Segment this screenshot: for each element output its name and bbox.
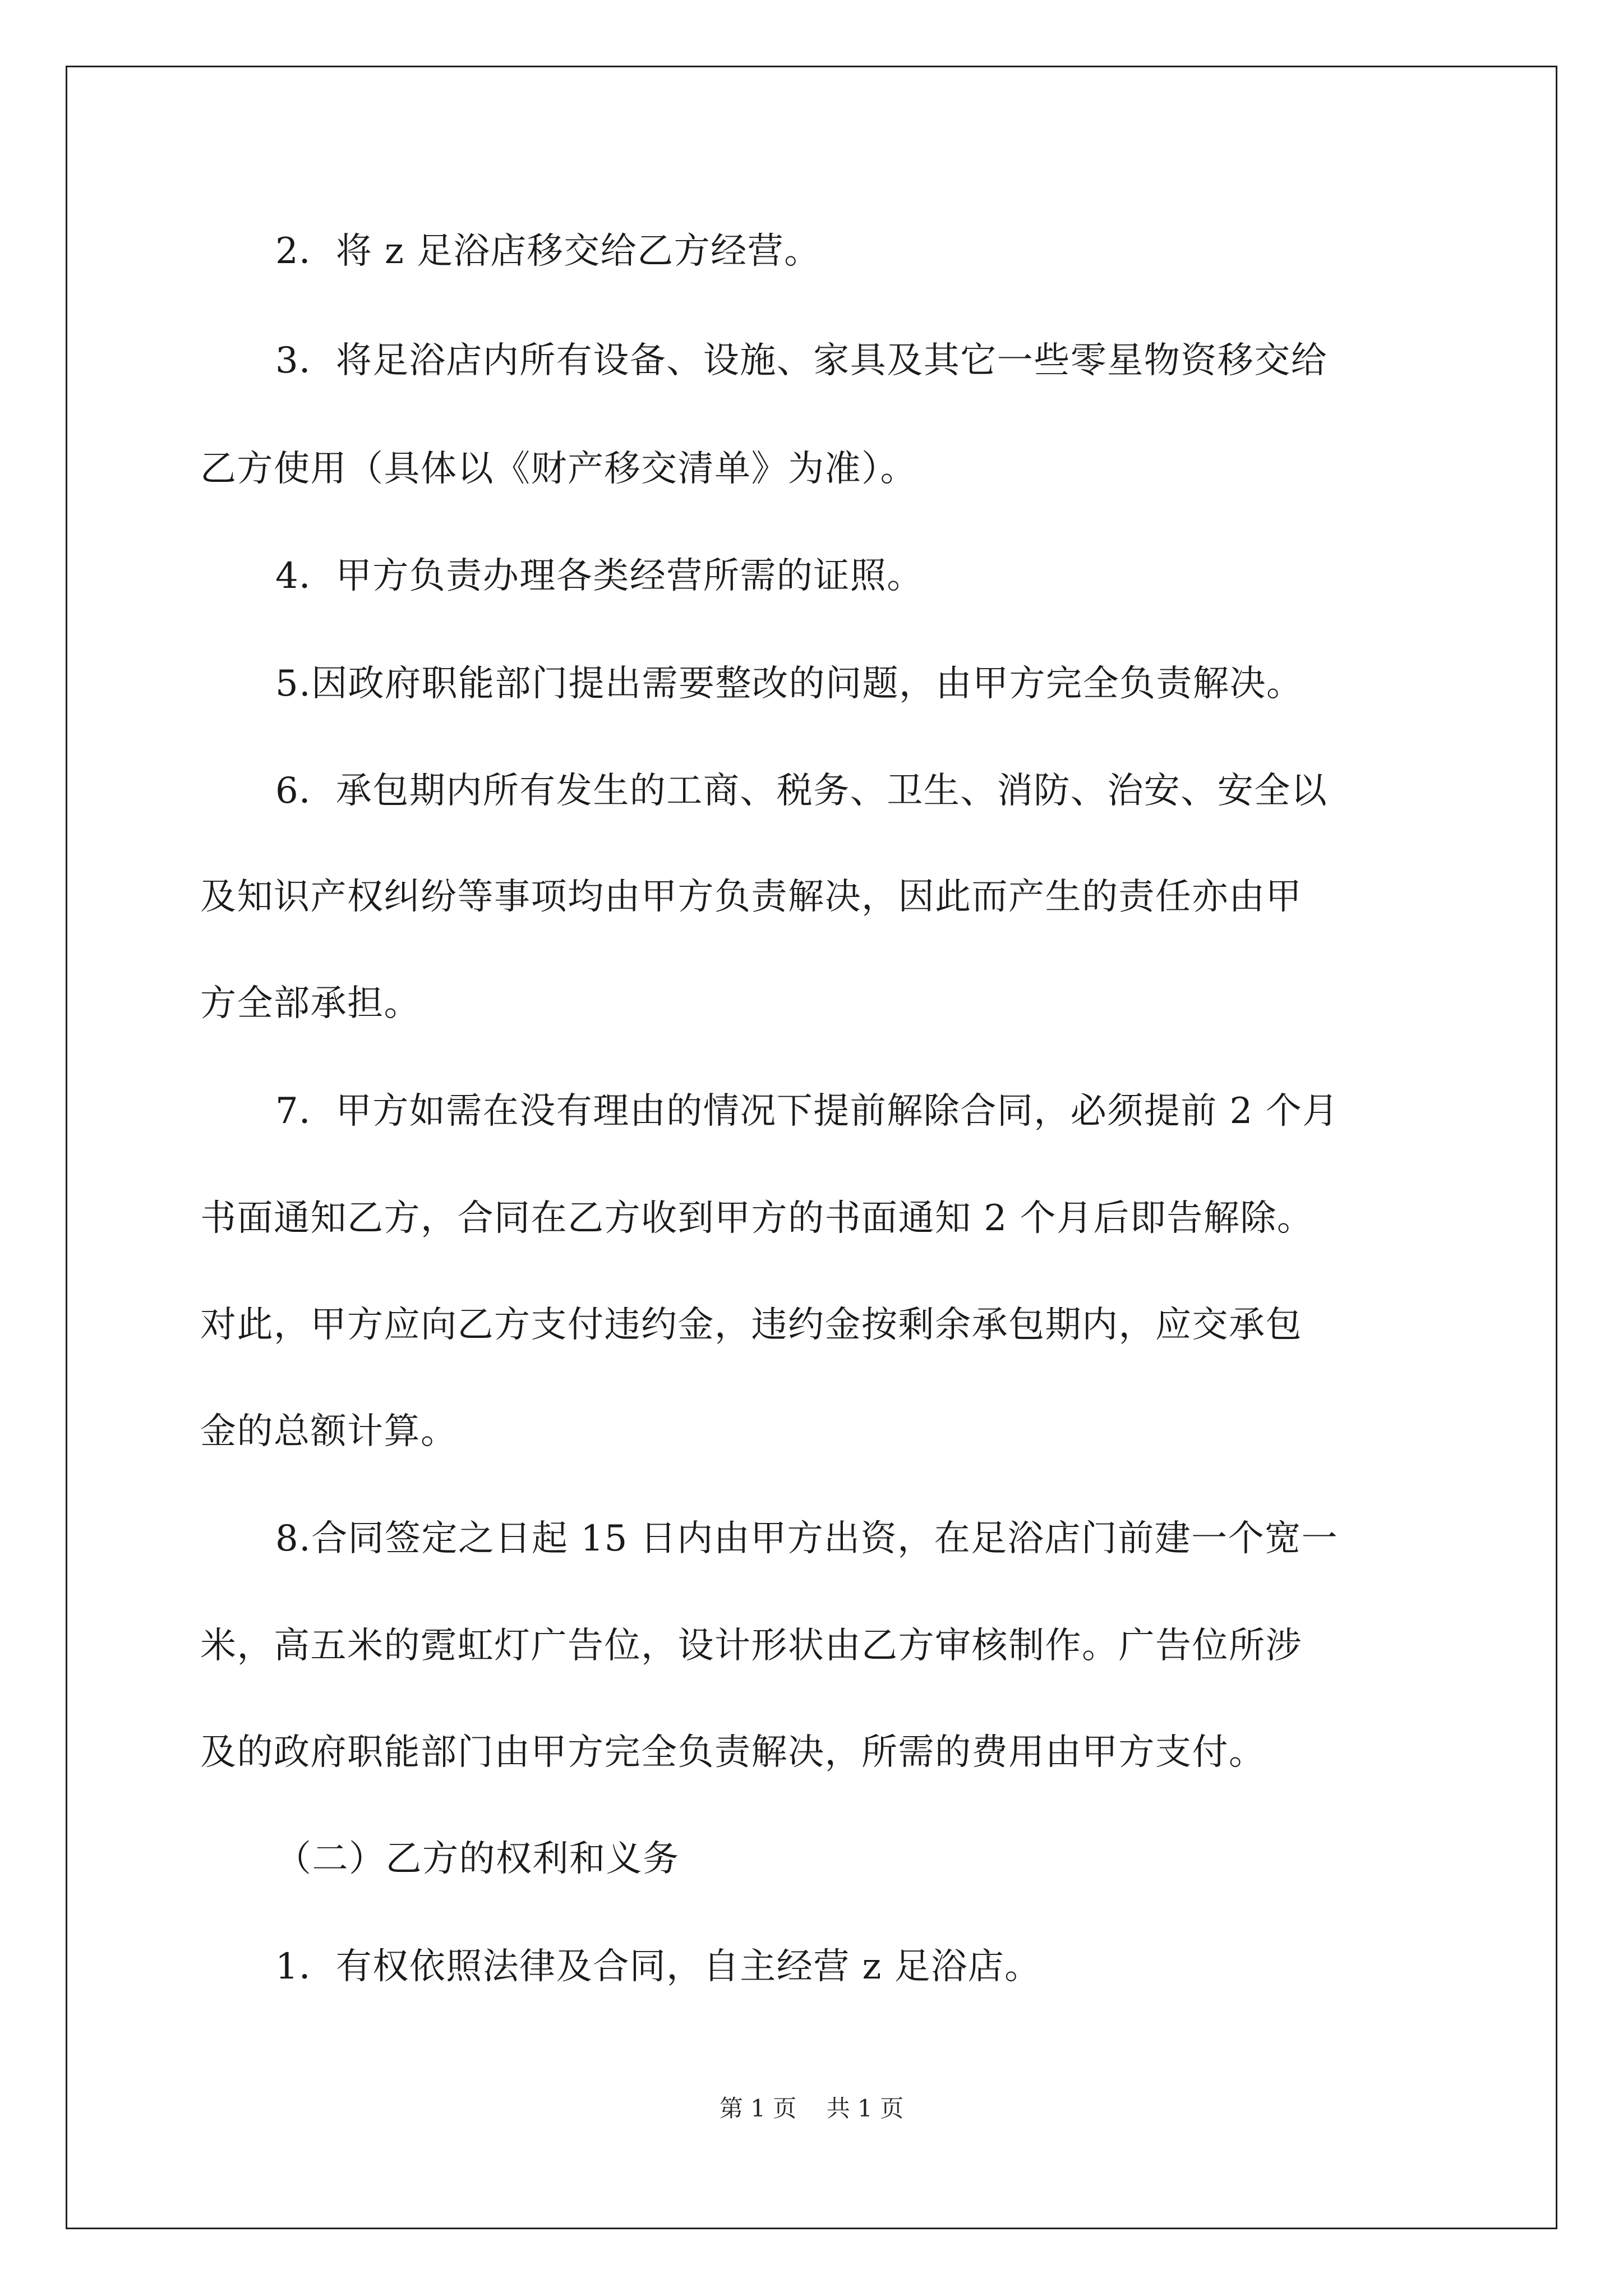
text-line: 7．甲方如需在没有理由的情况下提前解除合同，必须提前 2 个月 xyxy=(275,1091,1339,1132)
text-line: 6．承包期内所有发生的工商、税务、卫生、消防、治安、安全以 xyxy=(275,770,1328,812)
text-line: 金的总额计算。 xyxy=(200,1411,458,1452)
section-heading: （二）乙方的权利和义务 xyxy=(275,1838,680,1880)
page-border xyxy=(66,66,1557,2229)
text-line: 方全部承担。 xyxy=(200,983,421,1024)
text-line: 3．将足浴店内所有设备、设施、家具及其它一些零星物资移交给 xyxy=(275,340,1328,381)
text-line: 8.合同签定之日起 15 日内由甲方出资，在足浴店门前建一个宽一 xyxy=(275,1518,1339,1559)
text-line: 书面通知乙方，合同在乙方收到甲方的书面通知 2 个月后即告解除。 xyxy=(200,1198,1314,1239)
text-line: 乙方使用（具体以《财产移交清单》为准）。 xyxy=(200,448,917,490)
text-line: 1．有权依照法律及合同，自主经营 z 足浴店。 xyxy=(275,1946,1041,1987)
text-line: 2．将 z 足浴店移交给乙方经营。 xyxy=(275,231,821,272)
text-line: 米，高五米的霓虹灯广告位，设计形状由乙方审核制作。广告位所涉 xyxy=(200,1625,1302,1667)
text-line: 对此，甲方应向乙方支付违约金，违约金按剩余承包期内，应交承包 xyxy=(200,1304,1302,1346)
text-line: 5.因政府职能部门提出需要整改的问题，由甲方完全负责解决。 xyxy=(275,663,1303,705)
text-line: 及知识产权纠纷等事项均由甲方负责解决，因此而产生的责任亦由甲 xyxy=(200,876,1302,918)
page-number-footer: 第 1 页 共 1 页 xyxy=(719,2095,904,2122)
text-line: 4．甲方负责办理各类经营所需的证照。 xyxy=(275,555,924,597)
text-line: 及的政府职能部门由甲方完全负责解决，所需的费用由甲方支付。 xyxy=(200,1732,1266,1773)
